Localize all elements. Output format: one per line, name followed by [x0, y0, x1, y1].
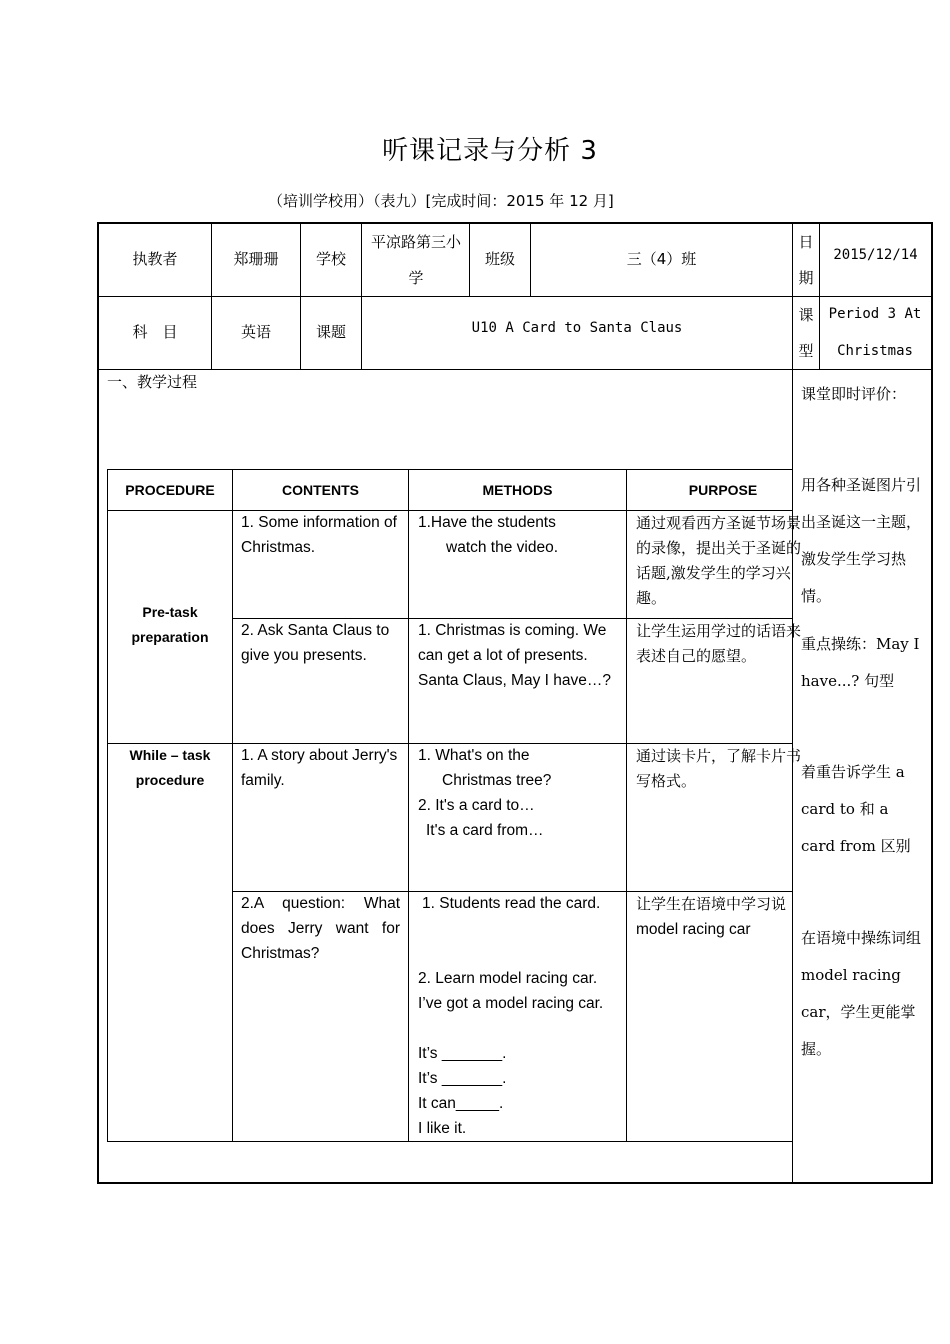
topic-label: 课题 — [315, 323, 346, 342]
row4-method-line: It’s _______. — [418, 1070, 507, 1087]
row3-method-line: It's a card from… — [426, 822, 544, 839]
school-value: 平凉路第三小学 — [370, 233, 461, 287]
subject-value: 英语 — [240, 323, 271, 342]
type-label: 课型 — [798, 306, 814, 360]
header-contents: CONTENTS — [282, 481, 359, 498]
row3-method-line: 1. What's on the — [418, 747, 530, 764]
row4-content: 2.A question: What does Jerry want for Christmas? — [241, 895, 400, 962]
table-divider — [792, 222, 793, 1184]
row4-method-line: I’ve got a model racing car. — [418, 995, 604, 1012]
row1-method-line: watch the video. — [446, 539, 559, 556]
section-label: 一、教学过程 — [107, 373, 198, 391]
row3-method-line: 2. It's a card to… — [418, 797, 535, 814]
row3-method-line: Christmas tree? — [442, 772, 552, 789]
row4-method-line: 1. Students read the card. — [422, 895, 601, 912]
row3-purpose: 通过读卡片，了解卡片书写格式。 — [636, 747, 802, 790]
row1-content: 1. Some information of Christmas. — [241, 514, 397, 556]
row2-method: 1. Christmas is coming. We can get a lot of presents. Santa Claus, May I have…? — [418, 622, 611, 689]
row4-purpose-line: 让学生在语境中学习说 — [636, 895, 787, 913]
evaluation-note: 重点操练：May I have...? 句型 — [801, 635, 920, 690]
stage-pre-task: Pre-task preparation — [131, 604, 209, 645]
evaluation-note: 着重告诉学生 a card to 和 a card from 区别 — [801, 763, 911, 855]
header-purpose: PURPOSE — [688, 481, 758, 498]
row1-purpose: 通过观看西方圣诞节场景的录像，提出关于圣诞的话题,激发学生的学习兴趣。 — [636, 514, 802, 607]
row2-content: 2. Ask Santa Claus to give you presents. — [241, 622, 390, 664]
inner-border-bottom — [107, 1141, 793, 1142]
row4-method-line: It can_____. — [418, 1095, 504, 1112]
inner-divider — [626, 469, 627, 1142]
teacher-value: 郑珊珊 — [233, 250, 279, 269]
row4-method-line: I like it. — [418, 1120, 467, 1137]
row4-purpose-line: model racing car — [636, 921, 751, 938]
table-border-right — [931, 222, 933, 1184]
header-procedure: PROCEDURE — [125, 481, 215, 498]
date-label: 日期 — [798, 233, 814, 287]
type-value: Period 3 At Christmas — [828, 306, 922, 359]
row2-purpose: 让学生运用学过的话语来表述自己的愿望。 — [636, 622, 802, 665]
row4-method-line: 2. Learn model racing car. — [418, 970, 598, 987]
inner-border-left — [107, 469, 108, 1142]
row3-content: 1. A story about Jerry's family. — [241, 747, 398, 789]
subject-label: 科 目 — [132, 323, 178, 342]
inner-divider — [408, 469, 409, 1142]
row4-method-line: It’s _______. — [418, 1045, 507, 1062]
table-border-bottom — [97, 1182, 933, 1184]
evaluation-label: 课堂即时评价： — [801, 385, 907, 403]
class-label: 班级 — [484, 250, 515, 269]
stage-while-task: While – task procedure — [129, 747, 211, 788]
school-label: 学校 — [315, 250, 346, 269]
class-value: 三（4）班 — [626, 250, 697, 269]
row1-method-line: 1.Have the students — [418, 514, 556, 531]
table-divider — [97, 369, 933, 370]
inner-divider — [232, 469, 233, 1142]
header-methods: METHODS — [482, 481, 553, 498]
evaluation-note: 在语境中操练词组 model racing car，学生更能掌握。 — [801, 929, 922, 1058]
topic-value: U10 A Card to Santa Claus — [471, 319, 683, 336]
evaluation-note: 用各种圣诞图片引出圣诞这一主题，激发学生学习热情。 — [801, 476, 922, 605]
date-value: 2015/12/14 — [833, 246, 918, 263]
teacher-label: 执教者 — [132, 250, 178, 269]
page-title: 听课记录与分析 3 — [382, 136, 598, 166]
page-subtitle: （培训学校用）（表九）[完成时间：2015 年 12 月] — [268, 192, 614, 210]
